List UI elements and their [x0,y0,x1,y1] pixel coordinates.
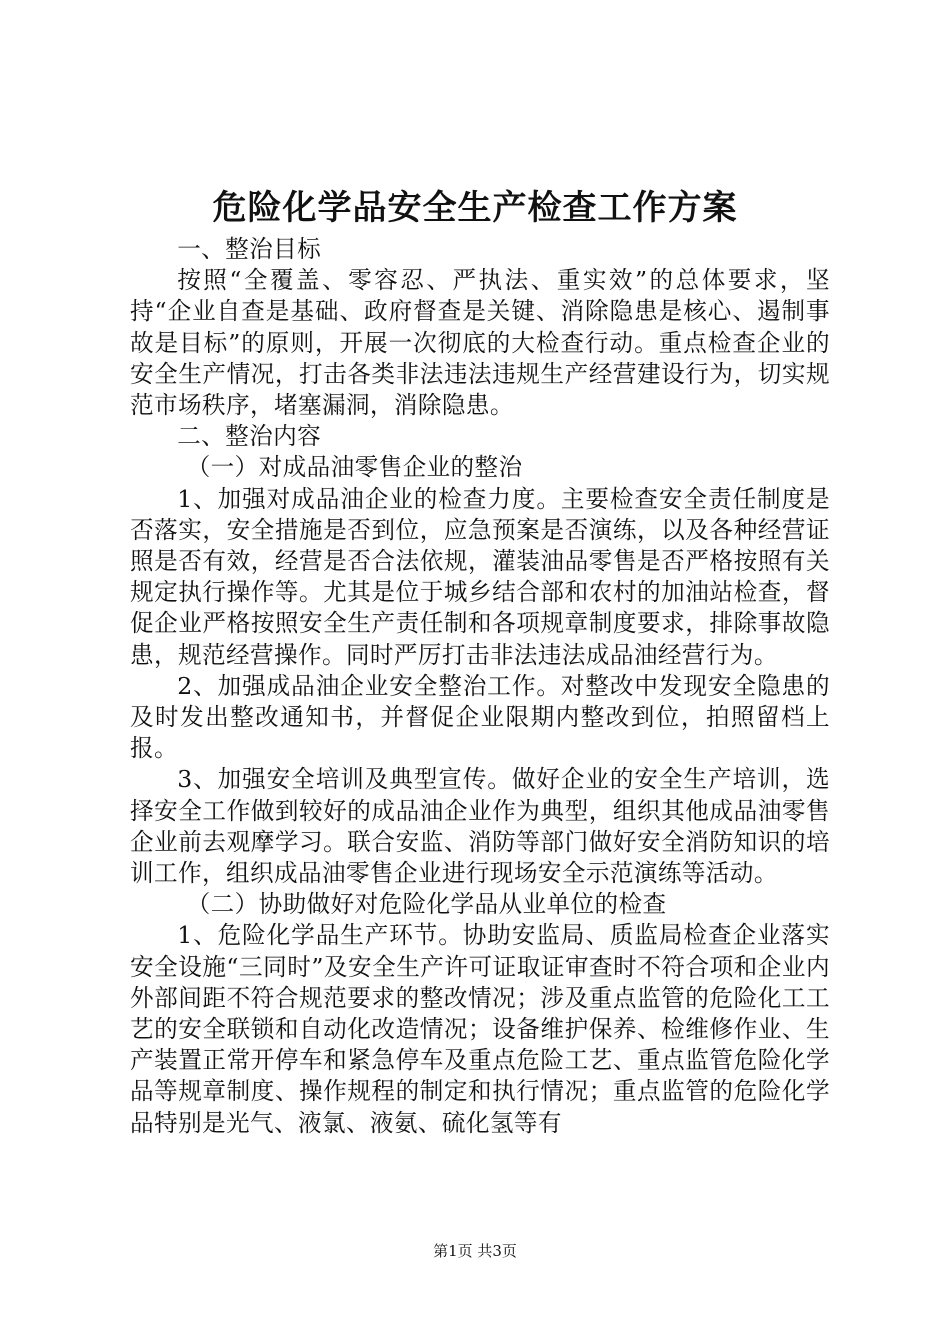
section-heading-content: 二、整治内容 [177,422,322,451]
section-heading-goal: 一、整治目标 [177,235,322,263]
page-footer: 第1页 共3页 [433,1242,517,1260]
paragraph-hazchem-item-1: 1、危险化学品生产环节。协助安监局、质监局检查企业落实安全设施“三同时”及安全生产许可证取证审查时不符合项和企业内外部间距不符合规范要求的整改情况；涉及重点监管的危险化工工艺的安全联锁和自动化改造情况；设备维护保养、检维修作业、生产装置正常开停车和紧急停车及重点危险工艺、重点监管危险化学品等规章制度、操作规程的制定和执行情况；重点监管的危险化学品特别是光气、液氯、液氨、硫化氢等有 [130,921,830,1137]
paragraph-item-2: 2、加强成品油企业安全整治工作。对整改中发现安全隐患的及时发出整改通知书，并督促企业限期内整改到位，拍照留档上报。 [130,671,830,763]
paragraph-item-3: 3、加强安全培训及典型宣传。做好企业的安全生产培训，选择安全工作做到较好的成品油企业作为典型，组织其他成品油零售企业前去观摩学习。联合安监、消防等部门做好安全消防知识的培训工作，组织成品油零售企业进行现场安全示范演练等活动。 [130,765,830,888]
subsection-heading-oil-retail: （一）对成品油零售企业的整治 [186,453,523,482]
paragraph-goal: 按照“全覆盖、零容忍、严执法、重实效”的总体要求，坚持“企业自查是基础、政府督查是关键、消除隐患是核心、遏制事故是目标”的原则，开展一次彻底的大检查行动。重点检查企业的安全生产情况，打击各类非法违法违规生产经营建设行为，切实规范市场秩序，堵塞漏洞，消除隐患。 [130,266,830,420]
document-body [130,234,830,1139]
paragraph-item-1: 1、加强对成品油企业的检查力度。主要检查安全责任制度是否落实，安全措施是否到位，应急预案是否演练，以及各种经营证照是否有效，经营是否合法依规，灌装油品零售是否严格按照有关规定执行操作等。尤其是位于城乡结合部和农村的加油站检查，督促企业严格按照安全生产责任制和各项规章制度要求，排除事故隐患，规范经营操作。同时严厉打击非法违法成品油经营行为。 [130,484,830,669]
subsection-heading-hazchem: （二）协助做好对危险化学品从业单位的检查 [186,890,667,919]
document-title: 危险化学品安全生产检查工作方案 [212,188,738,228]
